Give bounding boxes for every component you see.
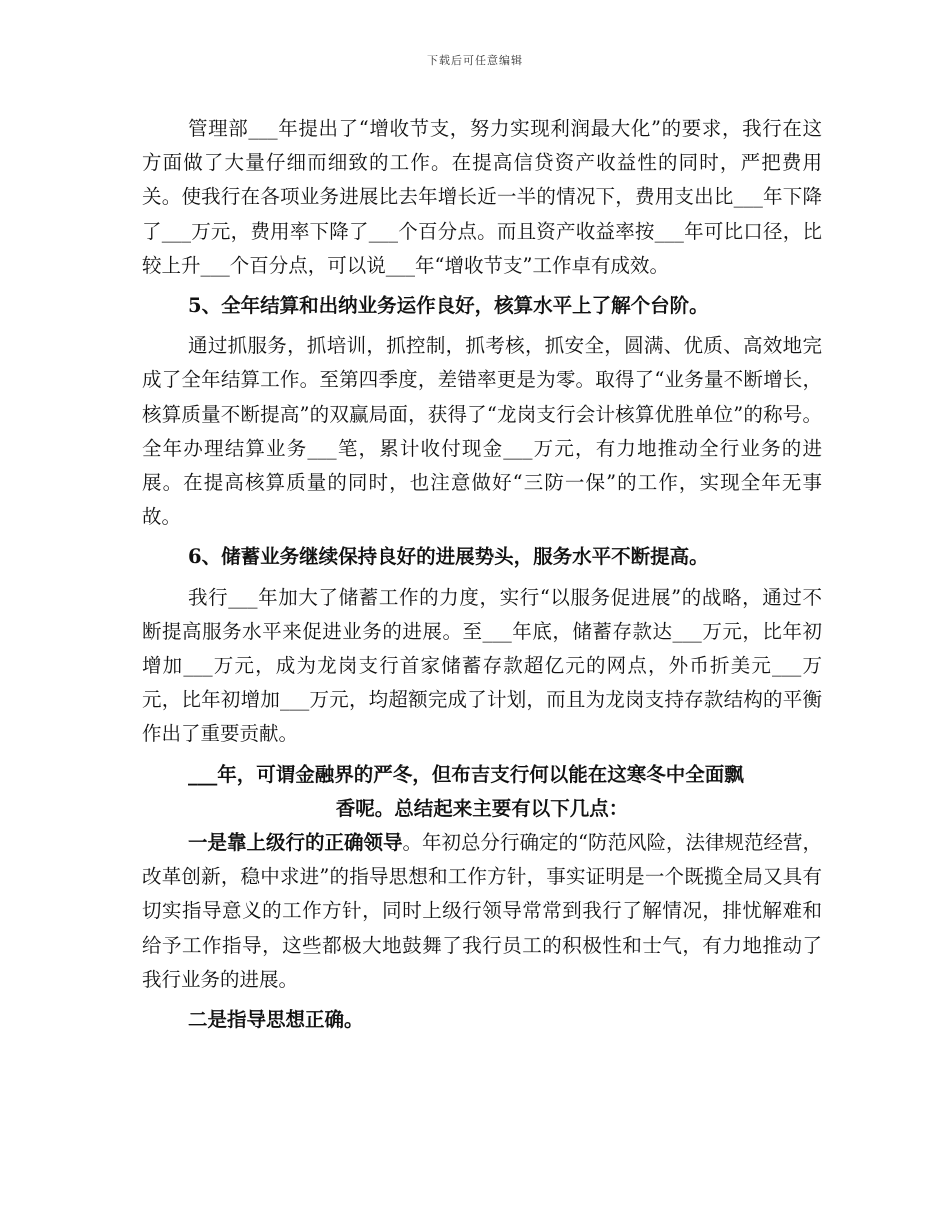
point-1-title: 一是靠上级行的正确领导 (188, 831, 403, 855)
page-header: 下载后可任意编辑 (427, 54, 523, 67)
heading-settlement: 5、全年结算和出纳业务运作良好，核算水平上了解个台阶。 (188, 294, 709, 318)
document-body (142, 112, 822, 1037)
paragraph-settlement: 通过抓服务，抓培训，抓控制，抓考核，抓安全，圆满、优质、高效地完成了全年结算工作。至第四季度，差错率更是为零。取得了“业务量不断增长，核算质量不断提高”的双赢局面，获得了“龙岗支行会计核算优胜单位”的称号。全年办理结算业务___笔，累计收付现金___万元，有力地推动全行业务的进展。在提高核算质量的同时，也注意做好“三防一保”的工作，实现全年无事故。 (142, 334, 822, 529)
summary-line-2: 香呢。总结起来主要有以下几点： (335, 796, 629, 820)
paragraph-cost-control: 管理部___年提出了“增收节支，努力实现利润最大化”的要求，我行在这方面做了大量仔细而细致的工作。在提高信贷资产收益性的同时，严把费用关。使我行在各项业务进展比去年增长近一半的情况下，费用支出比___年下降了___万元，费用率下降了___个百分点。而且资产收益率按___年可比口径，比较上升___个百分点，可以说___年“增收节支”工作卓有成效。 (142, 117, 822, 277)
heading-savings: 6、储蓄业务继续保持良好的进展势头，服务水平不断提高。 (188, 545, 709, 569)
summary-line-1: ___年，可谓金融界的严冬，但布吉支行何以能在这寒冬中全面飘 (188, 762, 744, 786)
point-2-title: 二是指导思想正确。 (188, 1008, 364, 1032)
point-1-text: 。年初总分行确定的“防范风险，法律规范经营，改革创新，稳中求进”的指导思想和工作方针，事实证明是一个既揽全局又具有切实指导意义的工作方针，同时上级行领导常常到我行了解情况，排忧解难和给予工作指导，这些都极大地鼓舞了我行员工的积极性和士气，有力地推动了我行业务的进展。 (142, 831, 822, 991)
paragraph-point-1 (142, 826, 822, 997)
paragraph-savings: 我行___年加大了储蓄工作的力度，实行“以服务促进展”的战略，通过不断提高服务水平来促进业务的进展。至___年底，储蓄存款达___万元，比年初增加___万元，成为龙岗支行首家储蓄存款超亿元的网点，外币折美元___万元，比年初增加___万元，均超额完成了计划，而且为龙岗支持存款结构的平衡作出了重要贡献。 (142, 585, 822, 746)
